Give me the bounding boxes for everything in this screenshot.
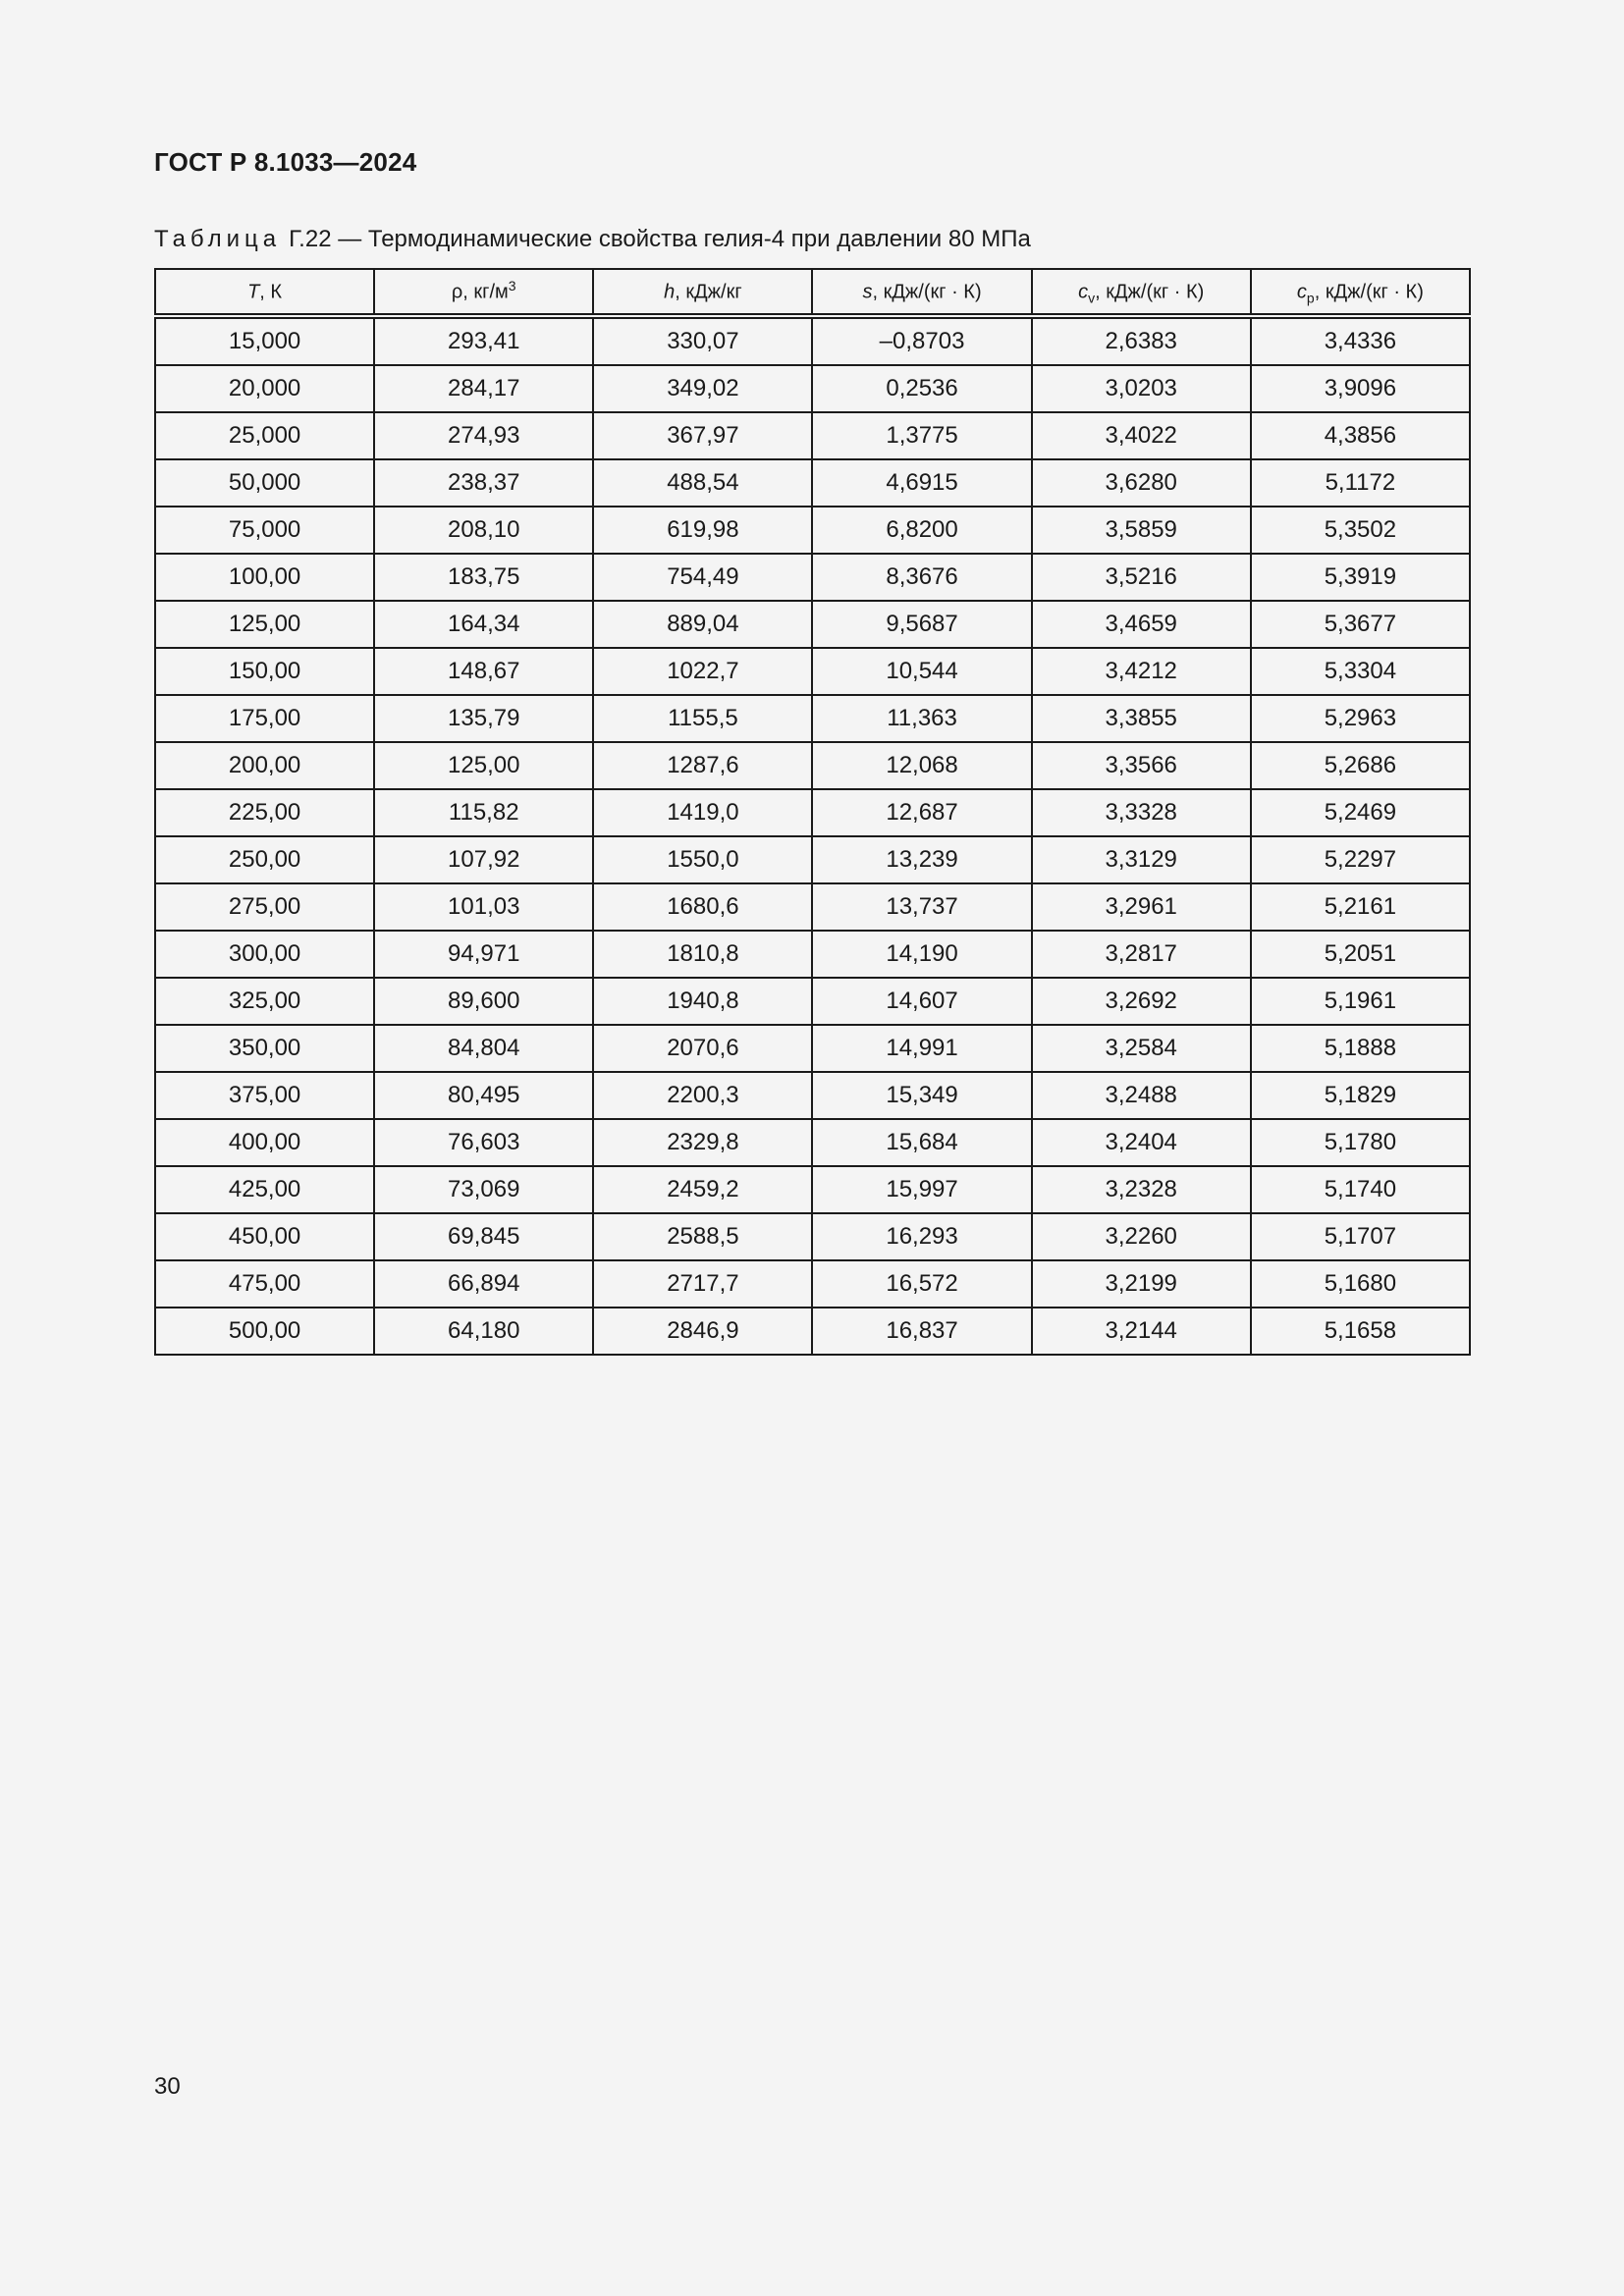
- cell-cv: 3,2260: [1032, 1213, 1251, 1260]
- cell-temperature: 225,00: [155, 789, 374, 836]
- table-row: [155, 836, 1470, 883]
- cell-entropy: 15,349: [812, 1072, 1031, 1119]
- cell-cv: 3,2199: [1032, 1260, 1251, 1308]
- cell-temperature: 375,00: [155, 1072, 374, 1119]
- cell-temperature: 150,00: [155, 648, 374, 695]
- cell-density: 274,93: [374, 412, 593, 459]
- cell-density: 148,67: [374, 648, 593, 695]
- table-caption-word: Таблица: [154, 226, 282, 252]
- cell-cv: 3,5859: [1032, 507, 1251, 554]
- cell-cp: 5,2963: [1251, 695, 1470, 742]
- cell-enthalpy: 2070,6: [593, 1025, 812, 1072]
- cell-enthalpy: 2459,2: [593, 1166, 812, 1213]
- cell-entropy: 6,8200: [812, 507, 1031, 554]
- cell-enthalpy: 488,54: [593, 459, 812, 507]
- table-row: [155, 459, 1470, 507]
- cell-entropy: 12,687: [812, 789, 1031, 836]
- column-header-density: ρ, $кг/м^3$: [374, 269, 593, 316]
- cell-cv: 3,2692: [1032, 978, 1251, 1025]
- table-row: [155, 978, 1470, 1025]
- cell-temperature: 100,00: [155, 554, 374, 601]
- cell-enthalpy: 2200,3: [593, 1072, 812, 1119]
- table-row: [155, 1308, 1470, 1355]
- table-row: [155, 883, 1470, 931]
- cell-cv: 3,2328: [1032, 1166, 1251, 1213]
- cell-enthalpy: 754,49: [593, 554, 812, 601]
- cell-temperature: 300,00: [155, 931, 374, 978]
- cell-temperature: 15,000: [155, 316, 374, 365]
- cell-density: 284,17: [374, 365, 593, 412]
- cell-density: 107,92: [374, 836, 593, 883]
- cell-entropy: 10,544: [812, 648, 1031, 695]
- cell-enthalpy: 2329,8: [593, 1119, 812, 1166]
- cell-density: 66,894: [374, 1260, 593, 1308]
- cell-enthalpy: 1680,6: [593, 883, 812, 931]
- table-row: [155, 507, 1470, 554]
- cell-entropy: 14,607: [812, 978, 1031, 1025]
- cell-density: 89,600: [374, 978, 593, 1025]
- cell-entropy: 13,239: [812, 836, 1031, 883]
- cell-enthalpy: 367,97: [593, 412, 812, 459]
- cell-entropy: 1,3775: [812, 412, 1031, 459]
- cell-enthalpy: 1155,5: [593, 695, 812, 742]
- table-row: [155, 554, 1470, 601]
- table-row: [155, 1119, 1470, 1166]
- cell-cv: 3,3566: [1032, 742, 1251, 789]
- cell-entropy: 13,737: [812, 883, 1031, 931]
- table-row: [155, 1213, 1470, 1260]
- cell-cp: 5,2297: [1251, 836, 1470, 883]
- table-caption: [154, 226, 1031, 253]
- column-header-enthalpy: h, кДж/кг: [593, 269, 812, 316]
- cell-enthalpy: 2717,7: [593, 1260, 812, 1308]
- cell-temperature: 325,00: [155, 978, 374, 1025]
- cell-entropy: 4,6915: [812, 459, 1031, 507]
- cell-temperature: 50,000: [155, 459, 374, 507]
- cell-entropy: 8,3676: [812, 554, 1031, 601]
- cell-cp: 3,4336: [1251, 316, 1470, 365]
- cell-enthalpy: 2846,9: [593, 1308, 812, 1355]
- cell-cv: 3,2404: [1032, 1119, 1251, 1166]
- table-row: [155, 789, 1470, 836]
- cell-density: 135,79: [374, 695, 593, 742]
- cell-entropy: 0,2536: [812, 365, 1031, 412]
- cell-density: 125,00: [374, 742, 593, 789]
- table-row: [155, 1166, 1470, 1213]
- cell-entropy: 14,190: [812, 931, 1031, 978]
- cell-entropy: 15,684: [812, 1119, 1031, 1166]
- cell-enthalpy: 1022,7: [593, 648, 812, 695]
- cell-enthalpy: 1810,8: [593, 931, 812, 978]
- cell-density: 183,75: [374, 554, 593, 601]
- cell-entropy: 16,837: [812, 1308, 1031, 1355]
- cell-cv: 3,3129: [1032, 836, 1251, 883]
- table-row: [155, 1072, 1470, 1119]
- cell-cp: 5,1680: [1251, 1260, 1470, 1308]
- cell-cv: 3,4659: [1032, 601, 1251, 648]
- cell-temperature: 25,000: [155, 412, 374, 459]
- cell-cv: 3,0203: [1032, 365, 1251, 412]
- column-header-cp: $c_p$, кДж/(кг · К): [1251, 269, 1470, 316]
- cell-density: 293,41: [374, 316, 593, 365]
- cell-enthalpy: 330,07: [593, 316, 812, 365]
- document-header: ГОСТ Р 8.1033—2024: [154, 147, 417, 177]
- page-number: 30: [154, 2073, 181, 2100]
- table-row: [155, 412, 1470, 459]
- cell-density: 80,495: [374, 1072, 593, 1119]
- cell-cv: 3,4212: [1032, 648, 1251, 695]
- cell-density: 69,845: [374, 1213, 593, 1260]
- cell-cp: 5,3919: [1251, 554, 1470, 601]
- cell-cp: 5,2051: [1251, 931, 1470, 978]
- table-row: [155, 931, 1470, 978]
- cell-density: 76,603: [374, 1119, 593, 1166]
- table-body: [155, 316, 1470, 1355]
- table-row: [155, 1025, 1470, 1072]
- cell-cp: 5,1888: [1251, 1025, 1470, 1072]
- column-header-temperature: T, К: [155, 269, 374, 316]
- column-header-cv: $c_v$, кДж/(кг · К): [1032, 269, 1251, 316]
- cell-cp: 5,1961: [1251, 978, 1470, 1025]
- cell-density: 73,069: [374, 1166, 593, 1213]
- table-row: [155, 316, 1470, 365]
- table-row: [155, 742, 1470, 789]
- cell-entropy: 12,068: [812, 742, 1031, 789]
- cell-entropy: 15,997: [812, 1166, 1031, 1213]
- cell-density: 64,180: [374, 1308, 593, 1355]
- cell-cv: 3,2961: [1032, 883, 1251, 931]
- cell-cv: 3,6280: [1032, 459, 1251, 507]
- cell-enthalpy: 349,02: [593, 365, 812, 412]
- cell-temperature: 425,00: [155, 1166, 374, 1213]
- cell-temperature: 175,00: [155, 695, 374, 742]
- cell-entropy: 11,363: [812, 695, 1031, 742]
- cell-density: 101,03: [374, 883, 593, 931]
- cell-temperature: 450,00: [155, 1213, 374, 1260]
- cell-cp: 5,2469: [1251, 789, 1470, 836]
- cell-cv: 3,5216: [1032, 554, 1251, 601]
- cell-cp: 5,1829: [1251, 1072, 1470, 1119]
- table-caption-text: Г.22 — Термодинамические свойства гелия-4 при давлении 80 МПа: [289, 226, 1031, 252]
- table-header-row: [155, 269, 1470, 316]
- cell-entropy: 14,991: [812, 1025, 1031, 1072]
- cell-entropy: 16,293: [812, 1213, 1031, 1260]
- cell-cp: 5,3677: [1251, 601, 1470, 648]
- cell-cp: 5,3502: [1251, 507, 1470, 554]
- cell-temperature: 350,00: [155, 1025, 374, 1072]
- cell-cp: 3,9096: [1251, 365, 1470, 412]
- cell-enthalpy: 889,04: [593, 601, 812, 648]
- cell-enthalpy: 619,98: [593, 507, 812, 554]
- cell-enthalpy: 1287,6: [593, 742, 812, 789]
- cell-cv: 2,6383: [1032, 316, 1251, 365]
- cell-enthalpy: 1940,8: [593, 978, 812, 1025]
- cell-temperature: 275,00: [155, 883, 374, 931]
- cell-density: 115,82: [374, 789, 593, 836]
- cell-density: 238,37: [374, 459, 593, 507]
- cell-cv: 3,2584: [1032, 1025, 1251, 1072]
- cell-enthalpy: 2588,5: [593, 1213, 812, 1260]
- cell-temperature: 20,000: [155, 365, 374, 412]
- cell-cv: 3,3855: [1032, 695, 1251, 742]
- cell-entropy: 16,572: [812, 1260, 1031, 1308]
- table-row: [155, 1260, 1470, 1308]
- cell-cp: 5,1740: [1251, 1166, 1470, 1213]
- cell-temperature: 475,00: [155, 1260, 374, 1308]
- cell-cv: 3,4022: [1032, 412, 1251, 459]
- cell-cp: 5,1707: [1251, 1213, 1470, 1260]
- cell-cv: 3,2488: [1032, 1072, 1251, 1119]
- cell-density: 94,971: [374, 931, 593, 978]
- cell-temperature: 400,00: [155, 1119, 374, 1166]
- cell-temperature: 250,00: [155, 836, 374, 883]
- cell-cp: 5,2161: [1251, 883, 1470, 931]
- cell-temperature: 75,000: [155, 507, 374, 554]
- cell-density: 84,804: [374, 1025, 593, 1072]
- table-row: [155, 648, 1470, 695]
- cell-enthalpy: 1419,0: [593, 789, 812, 836]
- cell-cv: 3,2817: [1032, 931, 1251, 978]
- cell-temperature: 125,00: [155, 601, 374, 648]
- cell-cp: 5,2686: [1251, 742, 1470, 789]
- column-header-entropy: s, кДж/(кг · К): [812, 269, 1031, 316]
- cell-cv: 3,3328: [1032, 789, 1251, 836]
- cell-cv: 3,2144: [1032, 1308, 1251, 1355]
- cell-cp: 4,3856: [1251, 412, 1470, 459]
- cell-density: 208,10: [374, 507, 593, 554]
- cell-cp: 5,3304: [1251, 648, 1470, 695]
- cell-enthalpy: 1550,0: [593, 836, 812, 883]
- cell-entropy: 9,5687: [812, 601, 1031, 648]
- cell-temperature: 500,00: [155, 1308, 374, 1355]
- cell-entropy: –0,8703: [812, 316, 1031, 365]
- cell-cp: 5,1780: [1251, 1119, 1470, 1166]
- cell-cp: 5,1658: [1251, 1308, 1470, 1355]
- cell-temperature: 200,00: [155, 742, 374, 789]
- table-row: [155, 365, 1470, 412]
- table-row: [155, 695, 1470, 742]
- table-row: [155, 601, 1470, 648]
- cell-density: 164,34: [374, 601, 593, 648]
- thermodynamic-properties-table: [154, 268, 1471, 1356]
- cell-cp: 5,1172: [1251, 459, 1470, 507]
